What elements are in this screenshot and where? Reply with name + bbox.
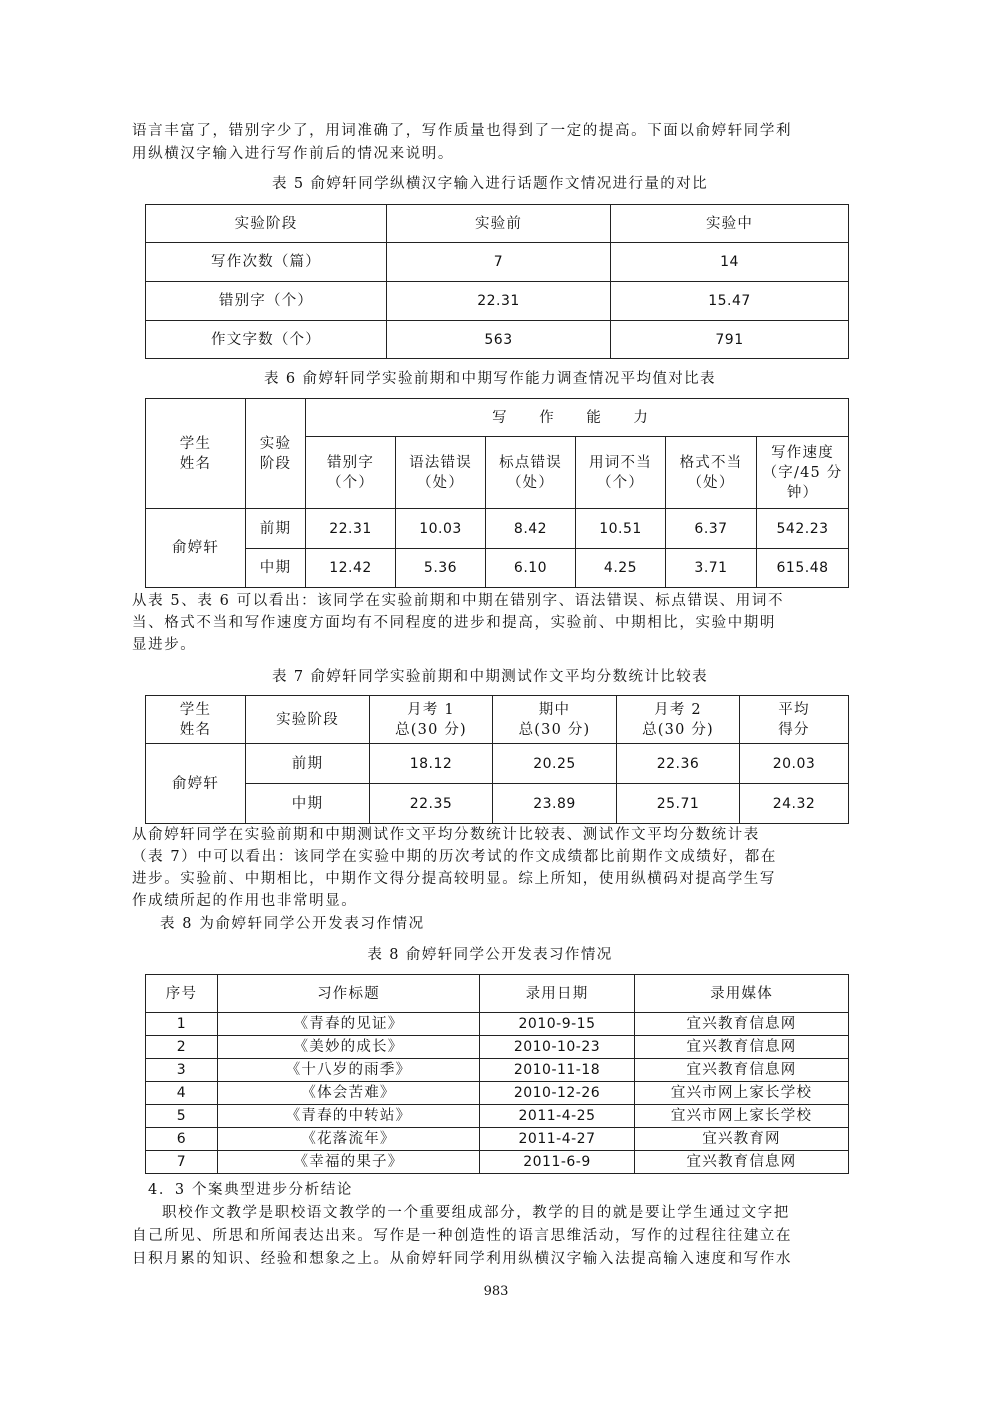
table5-cell: 错别字（个） xyxy=(146,282,387,321)
table8-cell: 宜兴教育信息网 xyxy=(635,1151,849,1174)
table5-header-cell: 实验中 xyxy=(611,205,849,243)
table6-student-header: 学生 姓名 xyxy=(146,399,246,509)
table8-cell: 《体会苦难》 xyxy=(218,1082,480,1105)
table6-cell: 5.36 xyxy=(396,549,486,588)
section-line-2: 自己所见、所思和所闻表达出来。写作是一种创造性的语言思维活动，写作的过程往往建立在 xyxy=(132,1228,793,1244)
table6-cell: 8.42 xyxy=(486,509,576,549)
table8-cell: 《青春的见证》 xyxy=(218,1013,480,1036)
table-row xyxy=(146,784,849,824)
table5-cell: 14 xyxy=(611,243,849,282)
section-line-1: 职校作文教学是职校语文教学的一个重要组成部分，教学的目的就是要让学生通过文字把 xyxy=(162,1205,790,1221)
table8-cell: 宜兴市网上家长学校 xyxy=(635,1082,849,1105)
table6-stage: 中期 xyxy=(246,549,306,588)
para7-line-1: 从俞婷轩同学在实验前期和中期测试作文平均分数统计比较表、测试作文平均分数统计表 xyxy=(132,827,760,843)
table-row xyxy=(146,1059,849,1082)
table8-cell: 宜兴教育信息网 xyxy=(635,1013,849,1036)
para7-line-4: 作成绩所起的作用也非常明显。 xyxy=(132,893,358,909)
table6-subheader: 语法错误 （处） xyxy=(396,437,486,509)
table7-cell: 22.35 xyxy=(370,784,493,824)
page-number: 983 xyxy=(483,1284,509,1299)
table8-header-cell: 序号 xyxy=(146,975,218,1013)
table6-cell: 10.03 xyxy=(396,509,486,549)
table8-cell: 2011-4-25 xyxy=(480,1105,635,1128)
para7-line-5: 表 8 为俞婷轩同学公开发表习作情况 xyxy=(160,916,425,932)
table-row xyxy=(146,1105,849,1128)
table5-cell: 7 xyxy=(387,243,611,282)
table6-stage-header: 实验 阶段 xyxy=(246,399,306,509)
table-row xyxy=(146,243,849,282)
table5-cell: 791 xyxy=(611,321,849,359)
table8-caption: 表 8 俞婷轩同学公开发表习作情况 xyxy=(367,947,613,963)
table8-cell: 7 xyxy=(146,1151,218,1174)
table-row xyxy=(146,1013,849,1036)
table8-cell: 《花落流年》 xyxy=(218,1128,480,1151)
section-line-3: 日积月累的知识、经验和想象之上。从俞婷轩同学利用纵横汉字输入法提高输入速度和写作水 xyxy=(132,1251,793,1267)
table8-cell: 《美妙的成长》 xyxy=(218,1036,480,1059)
section-heading: 4．3 个案典型进步分析结论 xyxy=(148,1182,353,1198)
table5 xyxy=(145,204,849,359)
table6-group-header: 写 作 能 力 xyxy=(306,399,849,437)
table6-cell: 10.51 xyxy=(576,509,666,549)
para6-line-2: 当、格式不当和写作速度方面均有不同程度的进步和提高，实验前、中期相比，实验中期明 xyxy=(132,615,776,631)
table7-cell: 23.89 xyxy=(493,784,617,824)
table-row xyxy=(146,1128,849,1151)
table8-cell: 2010-11-18 xyxy=(480,1059,635,1082)
table8 xyxy=(145,974,849,1174)
table5-cell: 15.47 xyxy=(611,282,849,321)
table8-cell: 2010-12-26 xyxy=(480,1082,635,1105)
table8-cell: 5 xyxy=(146,1105,218,1128)
table6-cell: 12.42 xyxy=(306,549,396,588)
table7-stage: 前期 xyxy=(246,744,370,784)
table8-cell: 3 xyxy=(146,1059,218,1082)
table5-header-cell: 实验阶段 xyxy=(146,205,387,243)
table7-cell: 18.12 xyxy=(370,744,493,784)
table5-caption: 表 5 俞婷轩同学纵横汉字输入进行话题作文情况进行量的对比 xyxy=(271,176,709,192)
table6-student-name: 俞婷轩 xyxy=(146,509,246,588)
table7-caption: 表 7 俞婷轩同学实验前期和中期测试作文平均分数统计比较表 xyxy=(271,669,709,685)
table-row xyxy=(146,1036,849,1059)
table8-cell: 2010-9-15 xyxy=(480,1013,635,1036)
table8-cell: 2011-6-9 xyxy=(480,1151,635,1174)
table6-subheader: 错别字 （个） xyxy=(306,437,396,509)
table7-header-cell: 月考 1 总(30 分) xyxy=(370,696,493,744)
table8-cell: 2011-4-27 xyxy=(480,1128,635,1151)
table6-cell: 6.37 xyxy=(666,509,757,549)
table7-cell: 24.32 xyxy=(740,784,849,824)
table7-cell: 25.71 xyxy=(617,784,740,824)
table6-cell: 615.48 xyxy=(757,549,849,588)
table7-header-cell: 期中 总(30 分) xyxy=(493,696,617,744)
table7-student-name: 俞婷轩 xyxy=(146,744,246,824)
para6-line-1: 从表 5、表 6 可以看出：该同学在实验前期和中期在错别字、语法错误、标点错误、用词不 xyxy=(132,593,785,609)
table8-cell: 宜兴教育信息网 xyxy=(635,1059,849,1082)
table6-stage: 前期 xyxy=(246,509,306,549)
table8-cell: 2010-10-23 xyxy=(480,1036,635,1059)
table6-cell: 542.23 xyxy=(757,509,849,549)
table6-cell: 6.10 xyxy=(486,549,576,588)
table7-stage: 中期 xyxy=(246,784,370,824)
table-row xyxy=(146,321,849,359)
table5-header-cell: 实验前 xyxy=(387,205,611,243)
table-row xyxy=(146,509,849,549)
intro-line-2: 用纵横汉字输入进行写作前后的情况来说明。 xyxy=(132,146,454,162)
table7-cell: 20.25 xyxy=(493,744,617,784)
para7-line-2: （表 7）中可以看出：该同学在实验中期的历次考试的作文成绩都比前期作文成绩好，都在 xyxy=(132,849,777,865)
table8-cell: 《青春的中转站》 xyxy=(218,1105,480,1128)
table7 xyxy=(145,695,849,824)
table7-header-cell: 实验阶段 xyxy=(246,696,370,744)
table6 xyxy=(145,398,849,588)
table8-cell: 2 xyxy=(146,1036,218,1059)
table8-cell: 1 xyxy=(146,1013,218,1036)
table5-header-row xyxy=(146,205,849,243)
table8-header-cell: 录用日期 xyxy=(480,975,635,1013)
table8-cell: 宜兴教育信息网 xyxy=(635,1036,849,1059)
table6-cell: 3.71 xyxy=(666,549,757,588)
table8-header-cell: 录用媒体 xyxy=(635,975,849,1013)
para6-line-3: 显进步。 xyxy=(132,637,197,653)
table8-cell: 6 xyxy=(146,1128,218,1151)
intro-line-1: 语言丰富了，错别字少了，用词准确了，写作质量也得到了一定的提高。下面以俞婷轩同学利 xyxy=(132,123,793,139)
table8-cell: 《十八岁的雨季》 xyxy=(218,1059,480,1082)
table8-cell: 4 xyxy=(146,1082,218,1105)
table-row xyxy=(146,549,849,588)
table5-cell: 22.31 xyxy=(387,282,611,321)
table6-subheader: 用词不当 （个） xyxy=(576,437,666,509)
table7-cell: 22.36 xyxy=(617,744,740,784)
table6-subheader: 写作速度 （字/45 分 钟） xyxy=(757,437,849,509)
table6-caption: 表 6 俞婷轩同学实验前期和中期写作能力调查情况平均值对比表 xyxy=(264,371,716,387)
table7-header-row xyxy=(146,696,849,744)
table-row xyxy=(146,1082,849,1105)
table6-cell: 4.25 xyxy=(576,549,666,588)
table5-cell: 作文字数（个） xyxy=(146,321,387,359)
table-row xyxy=(146,282,849,321)
table8-header-cell: 习作标题 xyxy=(218,975,480,1013)
table7-cell: 20.03 xyxy=(740,744,849,784)
table7-header-cell: 月考 2 总(30 分) xyxy=(617,696,740,744)
table-row xyxy=(146,744,849,784)
table7-header-cell: 学生 姓名 xyxy=(146,696,246,744)
table8-cell: 《幸福的果子》 xyxy=(218,1151,480,1174)
table8-cell: 宜兴市网上家长学校 xyxy=(635,1105,849,1128)
table6-subheader: 标点错误 （处） xyxy=(486,437,576,509)
table7-header-cell: 平均 得分 xyxy=(740,696,849,744)
table5-cell: 563 xyxy=(387,321,611,359)
para7-line-3: 进步。实验前、中期相比，中期作文得分提高较明显。综上所知，使用纵横码对提高学生写 xyxy=(132,871,776,887)
table5-cell: 写作次数（篇） xyxy=(146,243,387,282)
table6-cell: 22.31 xyxy=(306,509,396,549)
table8-header-row xyxy=(146,975,849,1013)
table-row xyxy=(146,1151,849,1174)
table8-cell: 宜兴教育网 xyxy=(635,1128,849,1151)
table6-subheader: 格式不当 （处） xyxy=(666,437,757,509)
